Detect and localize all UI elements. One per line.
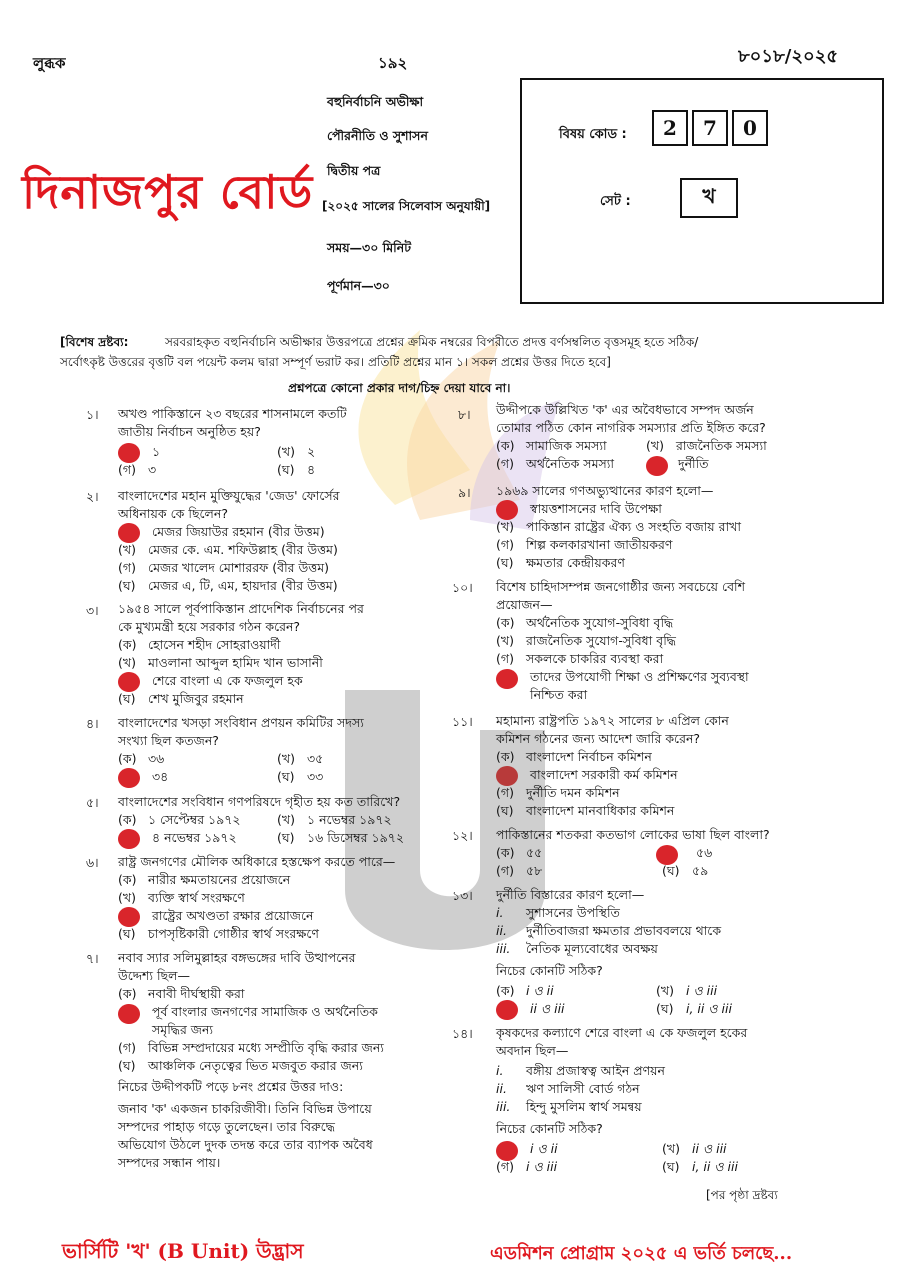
exam-type: বহুনির্বাচনি অভীক্ষা [327, 94, 424, 109]
option-b: রাজনৈতিক সমস্যা [676, 438, 767, 453]
question-text: পাকিস্তানের শতকরা কতভাগ লোকের ভাষা ছিল বাংলা? [496, 827, 770, 842]
statement: বঙ্গীয় প্রজাস্বত্ব আইন প্রণয়ন [526, 1063, 666, 1078]
option-d: শেখ মুজিবুর রহমান [148, 691, 244, 706]
statement-tag: iii. [496, 1099, 511, 1114]
option-c-tag: (গ) [118, 560, 136, 575]
option-b: ব্যক্তি স্বার্থ সংরক্ষণে [148, 890, 245, 905]
syllabus-note: [২০২৫ সালের সিলেবাস অনুযায়ী] [322, 199, 491, 213]
footer-left-promo: ভার্সিটি 'খ' (B Unit) উদ্ভ্রাস [62, 1239, 304, 1263]
option-a: ১ সেপ্টেম্বর ১৯৭২ [148, 812, 241, 827]
option-a: অর্থনৈতিক সুযোগ-সুবিধা বৃদ্ধি [526, 615, 674, 630]
answer-marker [496, 1000, 518, 1020]
option-a-tag: (ক) [496, 749, 515, 764]
option-d-tag: (ঘ) [118, 578, 136, 593]
option-a-tag: (ক) [118, 986, 137, 1001]
board-title: দিনাজপুর বোর্ড [22, 165, 314, 219]
top-center-number: ১৯২ [378, 54, 408, 72]
answer-marker [118, 907, 140, 927]
option-c: i ও iii [526, 1159, 558, 1174]
question-text: অখণ্ড পাকিস্তানে ২৩ বছরের শাসনামলে কতটি [118, 406, 347, 421]
option-c-tag: (গ) [496, 1159, 514, 1174]
footer-right-promo: এডমিশন প্রোগ্রাম ২০২৫ এ ভর্তি চলছে... [490, 1243, 793, 1264]
question-text: বাংলাদেশের সংবিধান গণপরিষদে গৃহীত হয় কত তারিখে? [118, 794, 401, 809]
option-d: ৪ [307, 462, 316, 477]
option-b-cont: সমৃদ্ধির জন্য [152, 1022, 214, 1037]
question-number: ১৪। [452, 1026, 473, 1041]
option-b-tag: (খ) [496, 519, 514, 534]
instruction-line-1: সরবরাহকৃত বহুনির্বাচনি অভীক্ষার উত্তরপত্রে প্রশ্নের ক্রমিক নম্বরের বিপরীতে প্রদত্ত বর্ণসম্বলিত বৃত্তসমূহ হতে সঠিক/ [165, 335, 699, 349]
option-b-tag: (খ) [496, 633, 514, 648]
question-number: ৪। [86, 716, 99, 731]
option-d-tag: (ঘ) [118, 1058, 136, 1073]
answer-marker [118, 768, 140, 788]
option-c: ii ও iii [530, 1001, 565, 1016]
option-b: ৩৫ [307, 751, 324, 766]
option-c-tag: (গ) [496, 537, 514, 552]
question-number: ৬। [86, 855, 99, 870]
question-text: নবাব স্যার সলিমুল্লাহর বঙ্গভঙ্গের দাবি উত্থাপনের [118, 950, 356, 965]
option-a: হোসেন শহীদ সোহরাওয়ার্দী [148, 637, 281, 652]
option-b: ২ [307, 444, 316, 459]
top-right-code: ৮০১৮/২০২৫ [738, 46, 839, 67]
question-text: উদ্দীপকে উল্লিখিত 'ক' এর অবৈধভাবে সম্পদ অর্জন [496, 402, 754, 417]
option-a: স্বায়ত্তশাসনের দাবি উপেক্ষা [530, 501, 662, 516]
option-a-tag: (ক) [496, 438, 515, 453]
option-d: i, ii ও iii [692, 1159, 738, 1174]
question-number: ৩। [86, 603, 99, 618]
option-b-tag: (খ) [118, 542, 136, 557]
question-text: উদ্দেশ্য ছিল— [118, 968, 190, 983]
option-b-tag: (খ) [646, 438, 664, 453]
option-c: শেরে বাংলা এ কে ফজলুল হক [152, 673, 303, 688]
option-d: বাংলাদেশ মানবাধিকার কমিশন [526, 803, 675, 818]
option-a: i ও ii [526, 983, 554, 998]
option-d: ৩৩ [307, 769, 324, 784]
subject-name: পৌরনীতি ও সুশাসন [327, 128, 428, 143]
set-label: সেট : [600, 194, 631, 209]
option-b-tag: (খ) [118, 890, 136, 905]
option-a: নারীর ক্ষমতায়নের প্রয়োজনে [148, 872, 291, 887]
option-a-tag: (ক) [496, 845, 515, 860]
option-c-tag: (গ) [118, 1040, 136, 1055]
subject-code-label: বিষয় কোড : [559, 127, 627, 142]
option-d: ১৬ ডিসেম্বর ১৯৭২ [307, 830, 404, 845]
question-number: ৭। [86, 951, 99, 966]
option-c: ৫৮ [526, 863, 543, 878]
answer-marker [118, 672, 140, 692]
option-d-tag: (ঘ) [118, 691, 136, 706]
option-a: i ও ii [530, 1141, 558, 1156]
option-c: রাষ্ট্রের অখণ্ডতা রক্ষার প্রয়োজনে [152, 908, 314, 923]
option-c: ৩৪ [152, 769, 169, 784]
statement-tag: iii. [496, 941, 511, 956]
subject-code-cells [652, 110, 768, 146]
question-text: রাষ্ট্র জনগণের মৌলিক অধিকারে হস্তক্ষেপ করতে পারে— [118, 854, 396, 869]
question-text: সংখ্যা ছিল কতজন? [118, 733, 219, 748]
option-b-tag: (খ) [277, 444, 295, 459]
option-a: মেজর জিয়াউর রহমান (বীর উত্তম) [152, 524, 325, 539]
question-text: ১৯৫৪ সালে পূর্বপাকিস্তান প্রাদেশিক নির্বাচনের পর [118, 601, 364, 616]
option-a: বাংলাদেশ নির্বাচন কমিশন [526, 749, 652, 764]
exam-time: সময়—৩০ মিনিট [327, 240, 412, 255]
question-number: ১১। [452, 714, 473, 729]
option-d-tag: (ঘ) [277, 769, 295, 784]
sub-question: নিচের কোনটি সঠিক? [496, 963, 603, 978]
option-d: তাদের উপযোগী শিক্ষা ও প্রশিক্ষণের সুব্যবস্থা [530, 669, 749, 684]
question-number: ২। [86, 489, 99, 504]
answer-marker [496, 500, 518, 520]
option-c: দুর্নীতি দমন কমিশন [526, 785, 620, 800]
option-c-tag: (গ) [118, 462, 136, 477]
option-b: পূর্ব বাংলার জনগণের সামাজিক ও অর্থনৈতিক [152, 1004, 378, 1019]
option-c: ৩ [148, 462, 157, 477]
option-d: আঞ্চলিক নেতৃত্বের ভিত মজবুত করার জন্য [148, 1058, 363, 1073]
option-a: ৩৬ [148, 751, 165, 766]
option-d-tag: (ঘ) [118, 926, 136, 941]
option-b: বাংলাদেশ সরকারী কর্ম কমিশন [530, 767, 678, 782]
option-c: সকলকে চাকরির ব্যবস্থা করা [526, 651, 664, 666]
stem-text: অভিযোগ উঠলে দুদক তদন্ত করে তার ব্যাপক অবৈধ [118, 1137, 373, 1152]
option-a-tag: (ক) [496, 615, 515, 630]
option-a-tag: (ক) [118, 812, 137, 827]
option-b: মাওলানা আব্দুল হামিদ খান ভাসানী [148, 655, 323, 670]
option-d-tag: (ঘ) [662, 1159, 680, 1174]
question-text: কমিশন গঠনের জন্য আদেশ জারি করেন? [496, 731, 701, 746]
option-d-tag: (ঘ) [662, 863, 680, 878]
answer-marker [496, 766, 518, 786]
stem-text: সম্পদের পাহাড় গড়ে তুলেছেন। তার বিরুদ্ধে [118, 1119, 335, 1134]
option-c: বিভিন্ন সম্প্রদায়ের মধ্যে সম্প্রীতি বৃদ্ধি করার জন্য [148, 1040, 384, 1055]
statement: দুর্নীতিবাজরা ক্ষমতার প্রভাববলয়ে থাকে [526, 923, 722, 938]
statement-tag: i. [496, 1063, 504, 1078]
option-c-tag: (গ) [496, 456, 514, 471]
subject-code-digit: 7 [692, 110, 728, 146]
question-text: দুর্নীতি বিস্তারের কারণ হলো— [496, 887, 645, 902]
answer-marker [118, 443, 140, 463]
subject-code-digit: 0 [732, 110, 768, 146]
statement: হিন্দু মুসলিম স্বার্থ সমন্বয় [526, 1099, 642, 1114]
question-number: ৫। [86, 795, 99, 810]
option-c: ৪ নভেম্বর ১৯৭২ [152, 830, 237, 845]
question-text: ১৯৬৯ সালের গণঅভ্যুত্থানের কারণ হলো— [496, 483, 714, 498]
statement: ঋণ সালিসী বোর্ড গঠন [526, 1081, 640, 1096]
full-marks: পূর্ণমান—৩০ [327, 278, 390, 293]
option-c-tag: (গ) [496, 651, 514, 666]
question-text: বাংলাদেশের খসড়া সংবিধান প্রণয়ন কমিটির সদস্য [118, 715, 364, 730]
question-number: ৯। [458, 485, 471, 500]
option-d: ক্ষমতার কেন্দ্রীয়করণ [526, 555, 625, 570]
sub-question: নিচের কোনটি সঠিক? [496, 1121, 603, 1136]
option-d-tag: (ঘ) [656, 1001, 674, 1016]
statement-tag: ii. [496, 1081, 507, 1096]
statement: সুশাসনের উপস্থিতি [526, 905, 620, 920]
option-a-tag: (ক) [118, 872, 137, 887]
option-d: চাপসৃষ্টিকারী গোষ্ঠীর স্বার্থ সংরক্ষণে [148, 926, 319, 941]
option-a: নবাবী দীর্ঘস্থায়ী করা [148, 986, 245, 1001]
option-c: মেজর খালেদ মোশাররফ (বীর উত্তম) [148, 560, 330, 575]
answer-marker [118, 523, 140, 543]
question-number: ১০। [452, 580, 473, 595]
instruction-line-3: প্রশ্নপত্রে কোনো প্রকার দাগ/চিহ্ন দেয়া যাবে না। [288, 381, 511, 395]
option-b-tag: (খ) [277, 812, 295, 827]
option-a: ১ [152, 444, 161, 459]
option-d: দুর্নীতি [678, 456, 709, 471]
option-d: মেজর এ, টি, এম, হায়দার (বীর উত্তম) [148, 578, 338, 593]
option-b-tag: (খ) [118, 655, 136, 670]
top-left-label: লুব্ধক [33, 54, 66, 72]
paper-name: দ্বিতীয় পত্র [327, 163, 381, 178]
option-d-tag: (ঘ) [277, 462, 295, 477]
option-a-tag: (ক) [118, 637, 137, 652]
option-b: রাজনৈতিক সুযোগ-সুবিধা বৃদ্ধি [526, 633, 676, 648]
question-text: কে মুখ্যমন্ত্রী হয়ে সরকার গঠন করেন? [118, 619, 301, 634]
option-b: ii ও iii [692, 1141, 727, 1156]
option-b: i ও iii [686, 983, 718, 998]
question-number: ১। [86, 407, 99, 422]
option-b-tag: (খ) [656, 983, 674, 998]
question-text: প্রয়োজন— [496, 597, 553, 612]
question-text: অবদান ছিল— [496, 1043, 569, 1058]
option-b: ৫৬ [696, 845, 713, 860]
question-text: কৃষকদের কল্যাণে শেরে বাংলা এ কে ফজলুল হকের [496, 1025, 748, 1040]
option-d-cont: নিশ্চিত করা [530, 687, 588, 702]
set-value: খ [680, 178, 738, 218]
question-number: ১২। [452, 828, 473, 843]
option-d-tag: (ঘ) [277, 830, 295, 845]
option-a: ৫৫ [526, 845, 543, 860]
stem-text: জনাব 'ক' একজন চাকরিজীবী। তিনি বিভিন্ন উপায়ে [118, 1101, 372, 1116]
statement-tag: i. [496, 905, 504, 920]
question-number: ৮। [458, 407, 471, 422]
question-text: জাতীয় নির্বাচন অনুষ্ঠিত হয়? [118, 424, 261, 439]
instruction-line-2: সর্বোৎকৃষ্ট উত্তরের বৃত্তটি বল পয়েন্ট কলম দ্বারা সম্পূর্ণ ভরাট কর। প্রতিটি প্রশ্নের মান ১। সকল প্রশ্নের উত্তর দিতে হবে] [60, 355, 611, 369]
question-text: অধিনায়ক কে ছিলেন? [118, 506, 228, 521]
next-page-note: [পর পৃষ্ঠা দ্রষ্টব্য [706, 1188, 778, 1202]
option-b: মেজর কে. এম. শফিউল্লাহ (বীর উত্তম) [148, 542, 338, 557]
subject-code-digit: 2 [652, 110, 688, 146]
option-c: শিল্প কলকারখানা জাতীয়করণ [526, 537, 673, 552]
option-d-tag: (ঘ) [496, 803, 514, 818]
option-a: সামাজিক সমস্যা [526, 438, 607, 453]
option-a-tag: (ক) [118, 751, 137, 766]
option-c-tag: (গ) [496, 785, 514, 800]
answer-marker [496, 669, 518, 689]
option-b: পাকিস্তান রাষ্ট্রের ঐক্য ও সংহতি বজায় রাখা [526, 519, 741, 534]
stem-title: নিচের উদ্দীপকটি পড়ে ৮নং প্রশ্নের উত্তর দাও: [118, 1079, 344, 1094]
option-b: ১ নভেম্বর ১৯৭২ [307, 812, 392, 827]
question-text: বাংলাদেশের মহান মুক্তিযুদ্ধের 'জেড' ফোর্সের [118, 488, 340, 503]
answer-marker [646, 456, 668, 476]
option-a-tag: (ক) [496, 983, 515, 998]
option-b-tag: (খ) [277, 751, 295, 766]
question-text: মহামান্য রাষ্ট্রপতি ১৯৭২ সালের ৮ এপ্রিল কোন [496, 713, 729, 728]
stem-text: সম্পদের সন্ধান পায়। [118, 1155, 221, 1170]
question-text: তোমার পঠিত কোন নাগরিক সমস্যার প্রতি ইঙ্গিত করে? [496, 420, 766, 435]
instruction-prefix: [বিশেষ দ্রষ্টব্য: [60, 335, 129, 349]
option-d: i, ii ও iii [686, 1001, 732, 1016]
question-number: ১৩। [452, 888, 473, 903]
option-d-tag: (ঘ) [496, 555, 514, 570]
option-c: অর্থনৈতিক সমস্যা [526, 456, 615, 471]
option-b-tag: (খ) [662, 1141, 680, 1156]
answer-marker [118, 1004, 140, 1024]
question-text: বিশেষ চাহিদাসম্পন্ন জনগোষ্ঠীর জন্য সবচেয়ে বেশি [496, 579, 746, 594]
option-d: ৫৯ [692, 863, 709, 878]
answer-marker [118, 829, 140, 849]
statement-tag: ii. [496, 923, 507, 938]
statement: নৈতিক মূল্যবোধের অবক্ষয় [526, 941, 658, 956]
code-box [520, 78, 884, 304]
option-c-tag: (গ) [496, 863, 514, 878]
